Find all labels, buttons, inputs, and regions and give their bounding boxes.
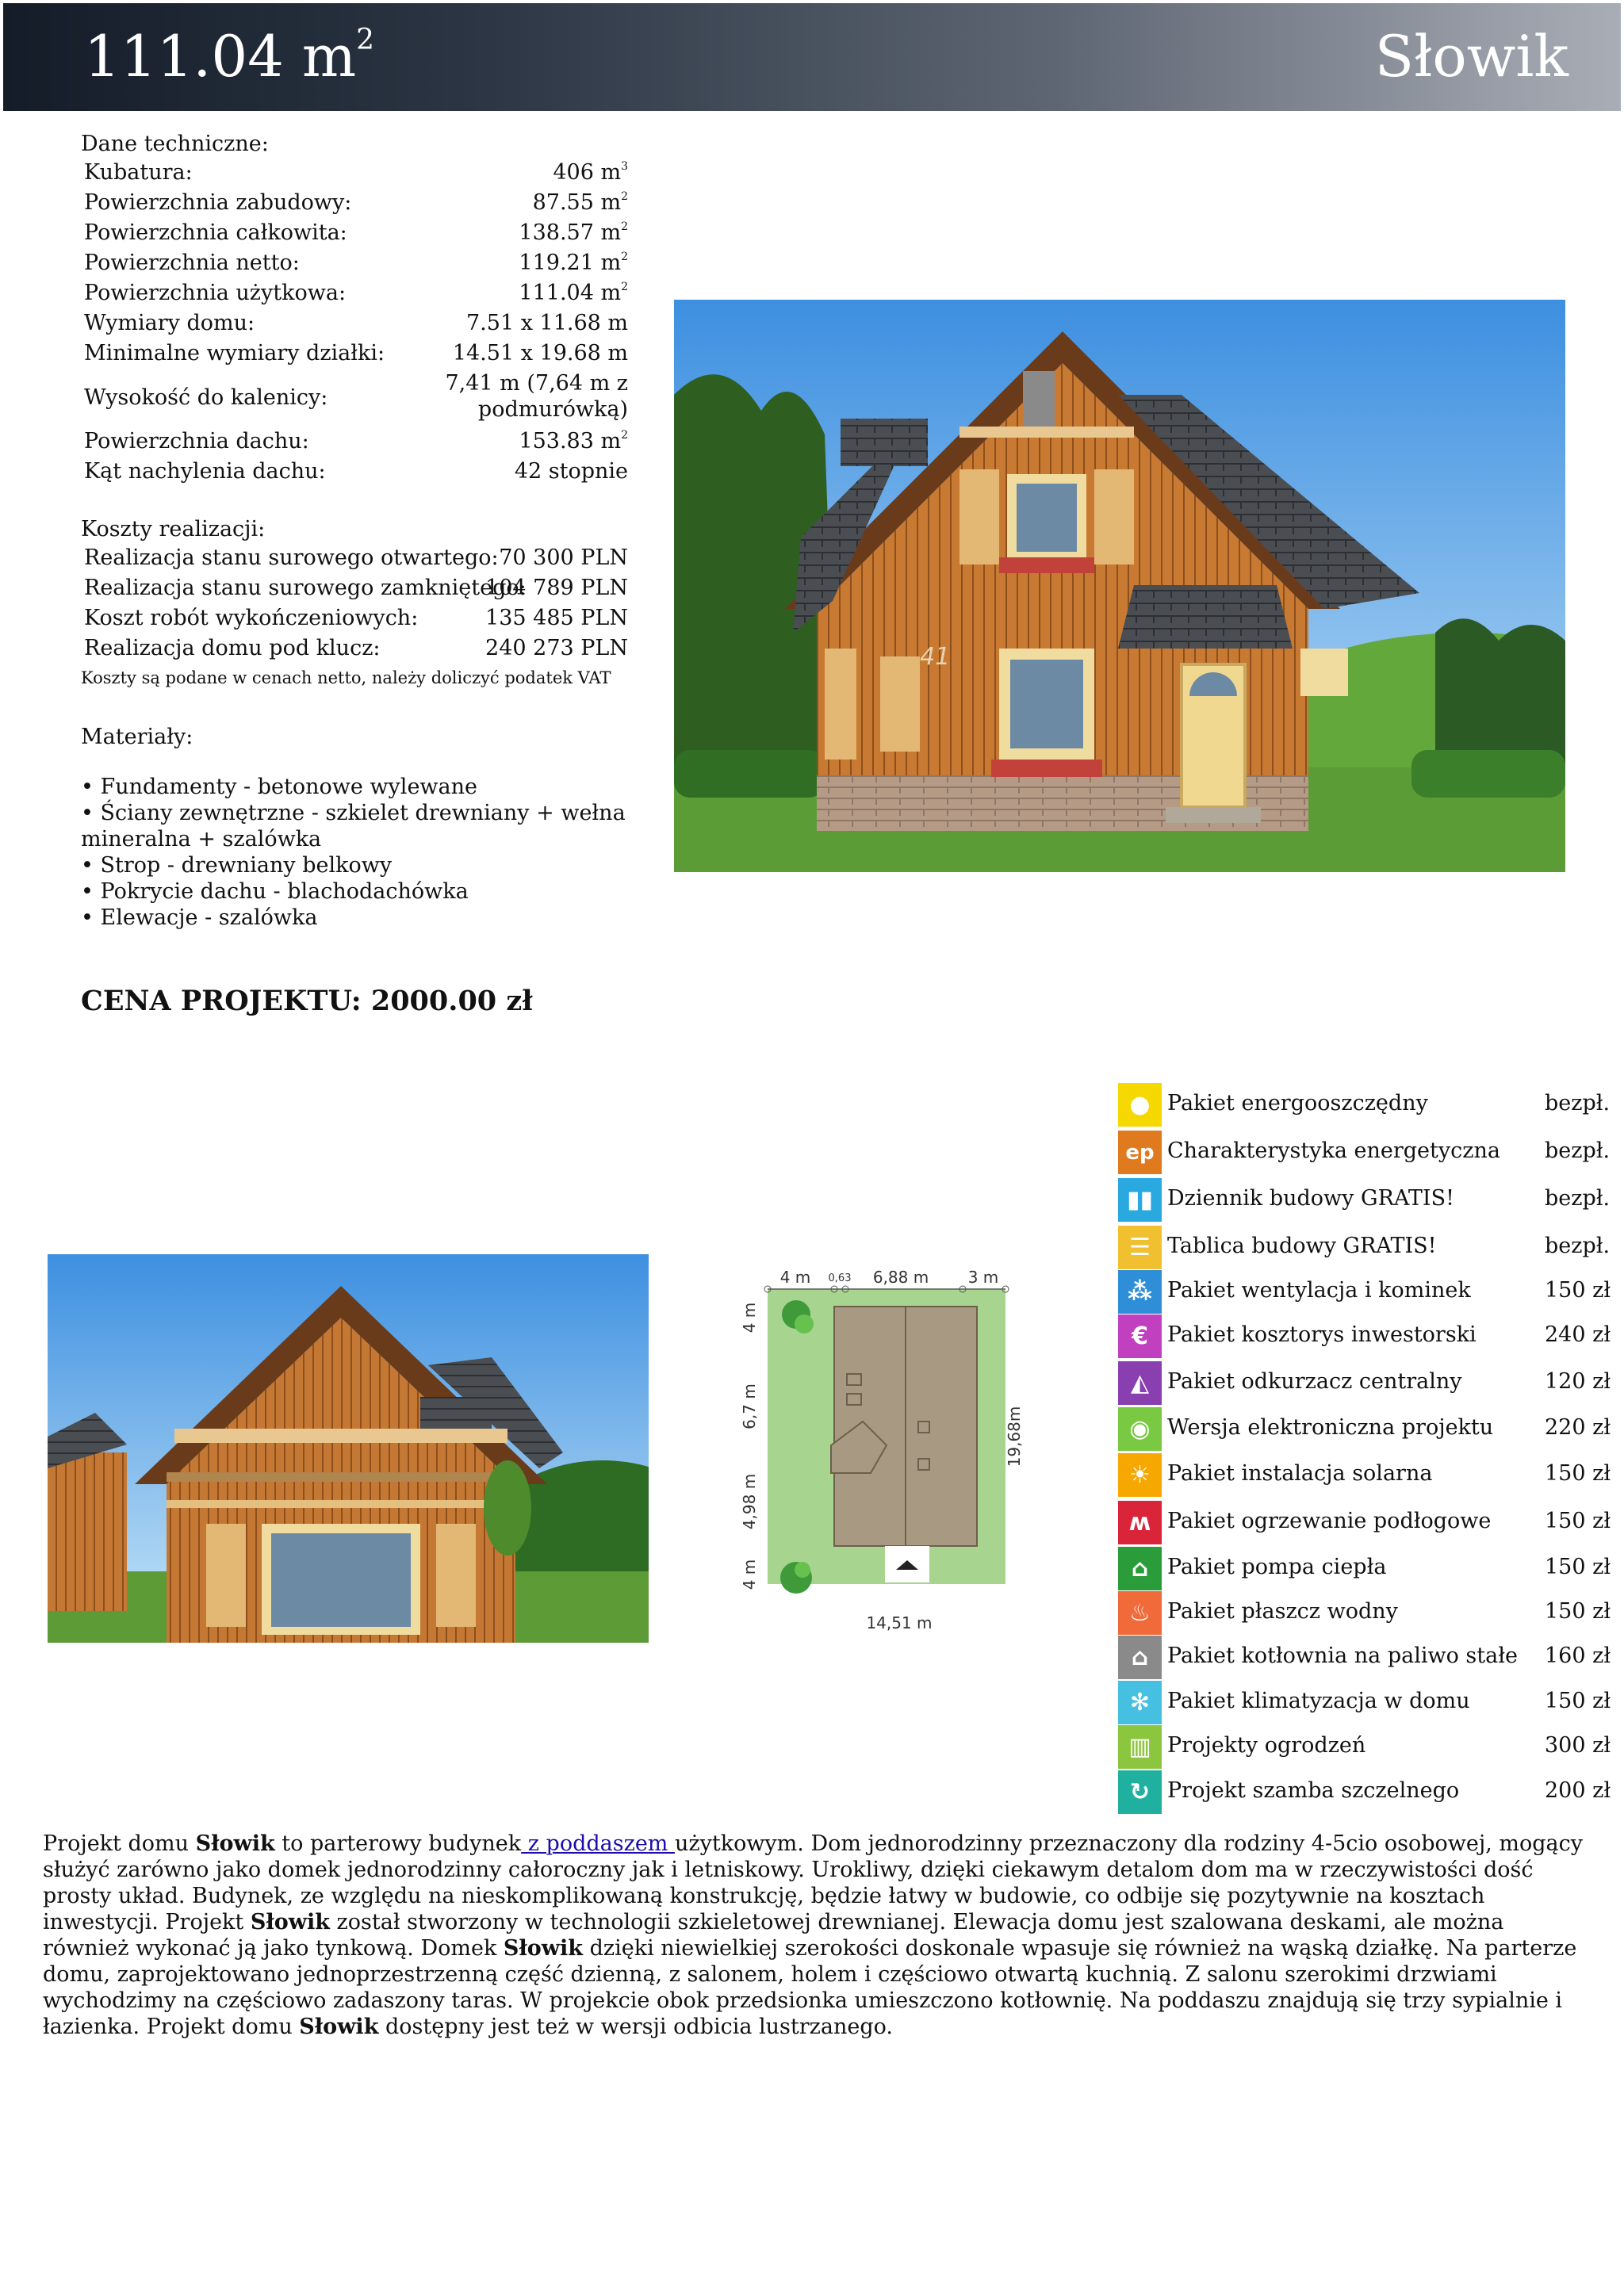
package-price: 120 zł — [1545, 1369, 1611, 1394]
materials-list — [81, 774, 636, 931]
tech-label: Kąt nachylenia dachu: — [84, 459, 326, 484]
tech-value: 153.83 $m^2$ — [519, 429, 628, 453]
cost-value: 240 273 PLN — [485, 636, 628, 660]
package-price: 150 zł — [1545, 1461, 1611, 1486]
header-area: 111.04 $m^2$ — [84, 23, 374, 90]
package-row[interactable] — [1118, 1178, 1613, 1223]
package-price: 300 zł — [1545, 1733, 1611, 1758]
tech-title: Dane techniczne: — [81, 132, 269, 156]
vacuum-icon: ◭ — [1118, 1361, 1162, 1405]
package-price: 150 zł — [1545, 1689, 1611, 1713]
cost-label: Koszt robót wykończeniowych: — [84, 606, 419, 630]
package-label: Pakiet pompa ciepła — [1167, 1555, 1387, 1579]
package-label: Pakiet ogrzewanie podłogowe — [1167, 1509, 1492, 1533]
package-row[interactable] — [1118, 1547, 1613, 1591]
tech-label: Wymiary domu: — [84, 311, 255, 335]
tech-label: Wysokość do kalenicy: — [84, 385, 328, 410]
cost-label: Realizacja stanu surowego otwartego: — [84, 545, 499, 570]
material-item: • Fundamenty - betonowe wylewane — [81, 775, 478, 799]
package-price: bezpł. — [1545, 1186, 1611, 1211]
package-label: Projekty ogrodzeń — [1167, 1733, 1366, 1758]
package-row[interactable] — [1118, 1314, 1613, 1359]
package-row[interactable] — [1118, 1361, 1613, 1406]
package-label: Pakiet kotłownia na paliwo stałe — [1167, 1644, 1518, 1668]
cost-value: 70 300 PLN — [499, 545, 628, 570]
tech-value: 138.57 $m^2$ — [519, 220, 628, 245]
package-label: Pakiet kosztorys inwestorski — [1167, 1322, 1477, 1347]
package-label: Pakiet płaszcz wodny — [1167, 1599, 1398, 1624]
package-row[interactable] — [1118, 1591, 1613, 1636]
tech-value: 87.55 $m^2$ — [532, 190, 628, 215]
ac-icon: ✻ — [1118, 1681, 1162, 1724]
plot-top-dim: 6,88 m — [872, 1268, 929, 1287]
package-row[interactable] — [1118, 1636, 1613, 1680]
tech-label: Powierzchnia użytkowa: — [84, 281, 347, 305]
package-label: Pakiet odkurzacz centralny — [1167, 1369, 1462, 1394]
package-row[interactable] — [1118, 1226, 1613, 1270]
materials-title: Materiały: — [81, 725, 193, 749]
package-label: Dziennik budowy GRATIS! — [1167, 1186, 1454, 1211]
water-jacket-icon: ♨ — [1118, 1591, 1162, 1635]
package-row[interactable] — [1118, 1131, 1613, 1175]
package-row[interactable] — [1118, 1453, 1613, 1498]
heat-pump-icon: ⌂ — [1118, 1547, 1162, 1590]
package-row[interactable] — [1118, 1501, 1613, 1545]
house-number: 41 — [920, 643, 951, 671]
tech-value: 111.04 $m^2$ — [519, 281, 628, 305]
cost-value: 135 485 PLN — [485, 606, 628, 630]
tech-value: 7,41 m (7,64 m z podmurówką) — [445, 371, 628, 422]
package-row[interactable] — [1118, 1270, 1613, 1314]
plot-top-dim: 4 m — [779, 1268, 811, 1287]
sun-icon: ● — [1118, 1083, 1162, 1127]
project-price: CENA PROJEKTU: 2000.00 zł — [81, 985, 533, 1017]
board-icon: ☰ — [1118, 1226, 1162, 1269]
project-description: Projekt domu Słowik to parterowy budynek z poddaszem użytkowym. Dom jednorodzinny przeznaczony dla rodziny 4-5cio osobowej, mogący służyć zarówno jako domek jednorodzinny całoroczny jak i letniskowy. Urokliwy, dzięki ciekawym detalom dom ma w rzeczywistości dość prosty układ. Budynek, ze względu na nieskomplikowaną konstrukcję, będzie łatwy w budowie, co odbije się pozytywnie na kosztach inwestycji. Projekt Słowik został stworzony w technologii szkieletowej drewnianej. Elewacja domu jest szalowana deskami, ale można również wykonać ją jako tynkową. Domek Słowik dzięki niewielkiej szerokości doskonale wpasuje się również na wąską działkę. Na parterze domu, zaprojektowano jednoprzestrzenną część dzienną, z salonem, holem i częściowo otwartą kuchnią. Z salonu szerokimi drzwiami wychodzimy na częściowo zadaszony taras. W projekcie obok przedsionka umieszczono kotłownię. Na poddaszu znajdują się trzy sypialnie i łazienka. Projekt domu Słowik dostępny jest też w wersji odbicia lustrzanego. — [43, 1831, 1584, 2039]
site-plan — [728, 1251, 1045, 1640]
project-name: Słowik — [1374, 23, 1568, 90]
material-item: • Strop - drewniany belkowy — [81, 853, 393, 878]
euro-icon: € — [1118, 1314, 1162, 1358]
tech-value: 14.51 x 19.68 m — [452, 341, 628, 365]
fan-icon: ⁂ — [1118, 1270, 1162, 1314]
plot-top-dim: 0,63 — [828, 1272, 852, 1284]
cost-label: Realizacja domu pod klucz: — [84, 636, 381, 660]
plot-left-dim: 6,7 m — [740, 1383, 759, 1429]
package-price: bezpł. — [1545, 1091, 1611, 1115]
attic-link[interactable]: z poddaszem — [521, 1831, 675, 1856]
plot-left-dim: 4 m — [740, 1302, 759, 1334]
tech-label: Powierzchnia dachu: — [84, 429, 309, 453]
tech-label: Powierzchnia zabudowy: — [84, 190, 352, 215]
package-label: Charakterystyka energetyczna — [1167, 1138, 1500, 1163]
package-label: Projekt szamba szczelnego — [1167, 1778, 1460, 1803]
package-price: bezpł. — [1545, 1138, 1611, 1163]
material-item: • Ściany zewnętrzne - szkielet drewniany + wełna mineralna + szalówka — [81, 801, 626, 851]
package-label: Wersja elektroniczna projektu — [1167, 1415, 1494, 1440]
package-price: 160 zł — [1545, 1644, 1611, 1668]
plot-right-dim: 19,68m — [1005, 1406, 1024, 1468]
package-row[interactable] — [1118, 1407, 1613, 1452]
book-icon: ▮▮ — [1118, 1178, 1162, 1222]
boiler-icon: ⌂ — [1118, 1636, 1162, 1679]
tech-label: Kubatura: — [84, 160, 193, 185]
package-price: 240 zł — [1545, 1322, 1611, 1347]
house-front-image — [674, 300, 1565, 872]
costs-note: Koszty są podane w cenach netto, należy doliczyć podatek VAT — [81, 668, 611, 687]
disc-icon: ◉ — [1118, 1407, 1162, 1451]
plot-left-dim: 4,98 m — [740, 1473, 759, 1530]
tech-value: 119.21 $m^2$ — [519, 251, 628, 275]
tech-label: Minimalne wymiary działki: — [84, 341, 385, 365]
package-label: Pakiet wentylacja i kominek — [1167, 1278, 1471, 1303]
package-row[interactable] — [1118, 1770, 1613, 1815]
package-row[interactable] — [1118, 1681, 1613, 1725]
fence-icon: ▥ — [1118, 1725, 1162, 1769]
package-price: 150 zł — [1545, 1278, 1611, 1303]
solar-icon: ☀ — [1118, 1453, 1162, 1497]
plot-top-dim: 3 m — [967, 1268, 999, 1287]
package-label: Pakiet energooszczędny — [1167, 1091, 1428, 1115]
package-label: Pakiet instalacja solarna — [1167, 1461, 1433, 1486]
tech-value: 7.51 x 11.68 m — [466, 311, 628, 335]
tech-label: Powierzchnia netto: — [84, 251, 300, 275]
package-row[interactable] — [1118, 1083, 1613, 1127]
tech-value: 42 stopnie — [514, 459, 628, 484]
floor-heating-icon: ʍ — [1118, 1501, 1162, 1544]
tech-value: 406 $m^3$ — [553, 160, 628, 185]
tank-icon: ↻ — [1118, 1770, 1162, 1814]
plot-left-dim: 4 m — [740, 1559, 759, 1590]
cost-value: 104 789 PLN — [485, 576, 628, 600]
package-label: Pakiet klimatyzacja w domu — [1167, 1689, 1470, 1713]
package-price: 150 zł — [1545, 1599, 1611, 1624]
costs-title: Koszty realizacji: — [81, 517, 266, 541]
tech-label: Powierzchnia całkowita: — [84, 220, 347, 245]
package-price: 220 zł — [1545, 1415, 1611, 1440]
package-price: 200 zł — [1545, 1778, 1611, 1803]
material-item: • Pokrycie dachu - blachodachówka — [81, 879, 469, 904]
package-label: Tablica budowy GRATIS! — [1167, 1234, 1437, 1258]
package-row[interactable] — [1118, 1725, 1613, 1770]
plot-bottom-dim: 14,51 m — [866, 1613, 933, 1632]
package-price: 150 zł — [1545, 1555, 1611, 1579]
package-price: 150 zł — [1545, 1509, 1611, 1533]
ep-icon: ep — [1118, 1131, 1162, 1174]
cost-label: Realizacja stanu surowego zamkniętego: — [84, 576, 527, 600]
material-item: • Elewacje - szalówka — [81, 905, 318, 930]
package-price: bezpł. — [1545, 1234, 1611, 1258]
house-rear-image — [48, 1254, 649, 1643]
